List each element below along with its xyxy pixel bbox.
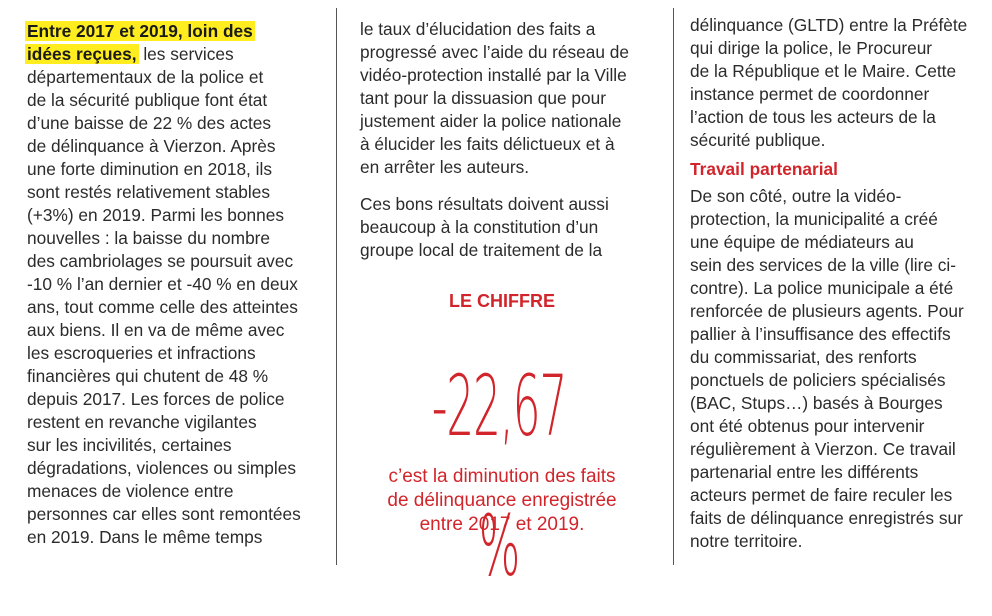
body-line: qui dirige la police, le Procureur (690, 38, 933, 58)
body-line: de la sécurité publique font état (27, 90, 268, 110)
body-line: les escroqueries et infractions (27, 343, 256, 363)
body-line: pallier à l’insuffisance des effectifs (690, 324, 951, 344)
body-line: financières qui chutent de 48 % (27, 366, 269, 386)
body-line: justement aider la police nationale (360, 111, 622, 131)
body-line (27, 20, 322, 43)
paragraph-gap (360, 179, 660, 193)
body-line: délinquance (GLTD) entre la Préfète (690, 15, 968, 35)
caption-line: entre 2017 et 2019. (419, 514, 585, 535)
body-line: sein des services de la ville (lire ci- (690, 255, 957, 275)
body-line: l’action de tous les acteurs de la (690, 107, 936, 127)
body-line: à élucider les faits délictueux et à (360, 134, 615, 154)
body-line: notre territoire. (690, 531, 803, 551)
body-line: sont restés relativement stables (27, 182, 271, 202)
body-line: idées reçues, les services (27, 44, 234, 64)
body-line: groupe local de traitement de la (360, 240, 603, 260)
body-line: de la République et le Maire. Cette (690, 61, 957, 81)
caption-line: c’est la diminution des faits (388, 466, 616, 487)
body-line: beaucoup à la constitution d’un (360, 217, 599, 237)
body-line: acteurs permet de faire reculer les (690, 485, 953, 505)
body-line: sécurité publique. (690, 130, 826, 150)
body-line: partenarial entre les différents (690, 462, 919, 482)
body-line: une forte diminution en 2018, ils (27, 159, 272, 179)
body-line: ans, tout comme celle des atteintes (27, 297, 298, 317)
article-column-1 (27, 20, 322, 565)
stat-big-number: -22,67 % (431, 357, 567, 595)
body-line: de délinquance à Vierzon. Après (27, 136, 276, 156)
highlighted-lead: idées reçues, (27, 44, 137, 64)
stat-kicker: LE CHIFFRE (449, 291, 555, 311)
body-line: d’une baisse de 22 % des actes (27, 113, 272, 133)
body-line: nouvelles : la baisse du nombre (27, 228, 271, 248)
body-line: des cambriolages se poursuit avec (27, 251, 294, 271)
body-line: sur les incivilités, certaines (27, 435, 232, 455)
body-line: contre). La police municipale a été (690, 278, 954, 298)
section-subheading: Travail partenarial (690, 159, 838, 179)
body-line: ont été obtenus pour intervenir (690, 416, 925, 436)
body-line: renforcée de plusieurs agents. Pour (690, 301, 964, 321)
article-column-2 (360, 18, 660, 595)
caption-line: de délinquance enregistrée (387, 490, 617, 511)
body-line: le taux d’élucidation des faits a (360, 19, 596, 39)
body-line: Ces bons résultats doivent aussi (360, 194, 609, 214)
body-line: -10 % l’an dernier et -40 % en deux (27, 274, 298, 294)
body-line: tant pour la dissuasion que pour (360, 88, 606, 108)
body-line: dégradations, violences ou simples (27, 458, 296, 478)
body-line: instance permet de coordonner (690, 84, 930, 104)
body-line: ponctuels de policiers spécialisés (690, 370, 946, 390)
body-line: De son côté, outre la vidéo- (690, 186, 902, 206)
stat-caption (360, 465, 644, 537)
body-line: du commissariat, des renforts (690, 347, 917, 367)
column-divider-2 (673, 8, 674, 565)
body-line: une équipe de médiateurs au (690, 232, 914, 252)
body-line: restent en revanche vigilantes (27, 412, 257, 432)
body-line: faits de délinquance enregistrés sur (690, 508, 963, 528)
article-column-3 (690, 14, 980, 565)
body-line: progressé avec l’aide du réseau de (360, 42, 629, 62)
body-line: depuis 2017. Les forces de police (27, 389, 285, 409)
body-line: vidéo-protection installé par la Ville (360, 65, 627, 85)
body-line: protection, la municipalité a créé (690, 209, 938, 229)
body-line: (BAC, Stups…) basés à Bourges (690, 393, 943, 413)
column-divider-1 (336, 8, 337, 565)
body-line: départementaux de la police et (27, 67, 264, 87)
body-line: en 2019. Dans le même temps (27, 527, 263, 547)
body-line: personnes car elles sont remontées (27, 504, 301, 524)
body-line: régulièrement à Vierzon. Ce travail (690, 439, 956, 459)
body-line: menaces de violence entre (27, 481, 234, 501)
body-line: aux biens. Il en va de même avec (27, 320, 285, 340)
highlighted-lead: Entre 2017 et 2019, loin des (27, 21, 253, 41)
body-line: en arrêter les auteurs. (360, 157, 530, 177)
body-line: (+3%) en 2019. Parmi les bonnes (27, 205, 284, 225)
